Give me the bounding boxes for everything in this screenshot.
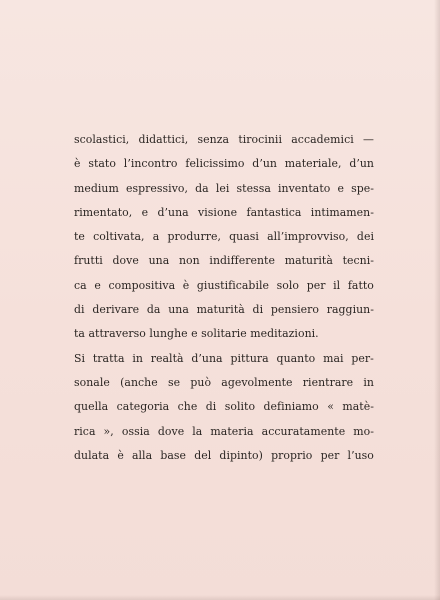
word: », — [103, 424, 114, 438]
word: senza — [197, 133, 230, 146]
word: dipinto) — [219, 448, 263, 462]
word: materiale, — [284, 157, 342, 171]
word: tratta — [92, 351, 125, 365]
word: e — [94, 278, 101, 292]
word: una — [168, 303, 189, 317]
word: il — [333, 278, 341, 292]
word: raggiun- — [326, 303, 374, 317]
word: stato — [88, 157, 116, 171]
word: in — [132, 351, 143, 365]
word: dei — [356, 230, 374, 244]
word: giustificabile — [196, 278, 270, 292]
word: d’una — [191, 351, 223, 365]
word: quasi — [229, 230, 259, 244]
word: in — [363, 375, 374, 389]
word: di — [252, 303, 264, 317]
word: attraverso — [88, 327, 150, 341]
word: espressivo, — [125, 181, 189, 195]
word: quanto — [276, 351, 316, 365]
body-text — [74, 128, 374, 468]
word: rientrare — [302, 375, 354, 389]
word: « — [327, 400, 334, 414]
text-line — [74, 371, 374, 395]
word: mai — [323, 351, 344, 365]
word: tecni- — [342, 254, 374, 268]
word: d’un — [252, 157, 277, 171]
text-line — [74, 152, 374, 176]
word: intimamen- — [310, 205, 374, 219]
text-line — [74, 322, 374, 346]
word: di — [205, 400, 217, 414]
word: fatto — [347, 278, 374, 292]
word: l’incontro — [123, 157, 178, 171]
word: agevolmente — [221, 375, 293, 389]
word: te — [74, 230, 85, 244]
text-line — [74, 128, 374, 152]
word: spe- — [351, 181, 374, 195]
word: ta — [74, 327, 89, 341]
word: tirocinii — [238, 133, 282, 146]
word: fantastica — [246, 205, 302, 219]
word: meditazioni. — [250, 327, 319, 341]
text-line — [74, 177, 374, 201]
word: matè- — [342, 400, 374, 414]
word: ossia — [121, 424, 150, 438]
word: una — [148, 254, 170, 268]
word: felicissimo — [185, 157, 245, 171]
word: lunghe — [149, 327, 192, 341]
word: che — [177, 400, 198, 414]
word: e — [337, 181, 344, 195]
word: la — [192, 424, 203, 438]
word: (anche — [120, 375, 158, 389]
word: Si — [74, 351, 86, 365]
word: pittura — [230, 351, 269, 365]
word: inventato — [278, 181, 331, 195]
word: frutti — [74, 254, 103, 268]
word: d’una — [157, 205, 189, 219]
word: e — [191, 327, 202, 341]
word: solito — [224, 400, 256, 414]
word: da — [146, 303, 161, 317]
word: non — [178, 254, 200, 268]
word: se — [167, 375, 181, 389]
word: accademici — [291, 133, 354, 146]
word: compositiva — [108, 278, 176, 292]
word: è — [117, 448, 124, 462]
word: dove — [112, 254, 139, 268]
word: materia — [210, 424, 254, 438]
word: a — [152, 230, 160, 244]
word: per — [320, 448, 340, 462]
text-line — [74, 274, 374, 298]
word: può — [190, 375, 212, 389]
word: di — [74, 303, 85, 317]
word: pensiero — [270, 303, 319, 317]
word: sonale — [74, 375, 110, 389]
word: lei — [215, 181, 230, 195]
word: quella — [74, 400, 109, 414]
word: rica — [74, 424, 96, 438]
word: l’uso — [347, 448, 374, 462]
word: — — [363, 133, 374, 146]
word: derivare — [92, 303, 140, 317]
word: dulata — [74, 448, 110, 462]
word: proprio — [271, 448, 313, 462]
word: accuratamente — [261, 424, 346, 438]
word: e — [141, 205, 149, 219]
text-line — [74, 420, 374, 444]
word: realtà — [150, 351, 184, 365]
word: definiamo — [263, 400, 319, 414]
page-edge-shadow — [434, 0, 440, 600]
word: maturità — [196, 303, 245, 317]
text-line — [74, 298, 374, 322]
text-line — [74, 347, 374, 371]
word: alla — [131, 448, 153, 462]
word: base — [160, 448, 187, 462]
word: all’improvviso, — [267, 230, 349, 244]
word: indifferente — [209, 254, 275, 268]
word: produrre, — [167, 230, 221, 244]
word: solitarie — [201, 327, 251, 341]
word: didattici, — [138, 133, 189, 146]
word: scolastici, — [74, 133, 130, 146]
word: rimentato, — [74, 205, 133, 219]
word: mo- — [353, 424, 374, 438]
word: del — [194, 448, 212, 462]
text-line — [74, 249, 374, 273]
word: per- — [351, 351, 374, 365]
page-bottom-shadow — [0, 595, 440, 600]
text-line — [74, 395, 374, 419]
text-line — [74, 201, 374, 225]
word: d’un — [349, 157, 374, 171]
text-line — [74, 225, 374, 249]
word: solo — [276, 278, 300, 292]
word: stessa — [236, 181, 271, 195]
word: maturità — [284, 254, 333, 268]
word: ca — [74, 278, 87, 292]
word: è — [182, 278, 190, 292]
word: coltivata, — [93, 230, 145, 244]
word: medium — [74, 181, 119, 195]
word: dove — [157, 424, 185, 438]
word: categoria — [116, 400, 170, 414]
text-line — [74, 444, 374, 468]
word: da — [195, 181, 209, 195]
word: per — [306, 278, 326, 292]
word: è — [74, 157, 81, 171]
word: visione — [198, 205, 238, 219]
